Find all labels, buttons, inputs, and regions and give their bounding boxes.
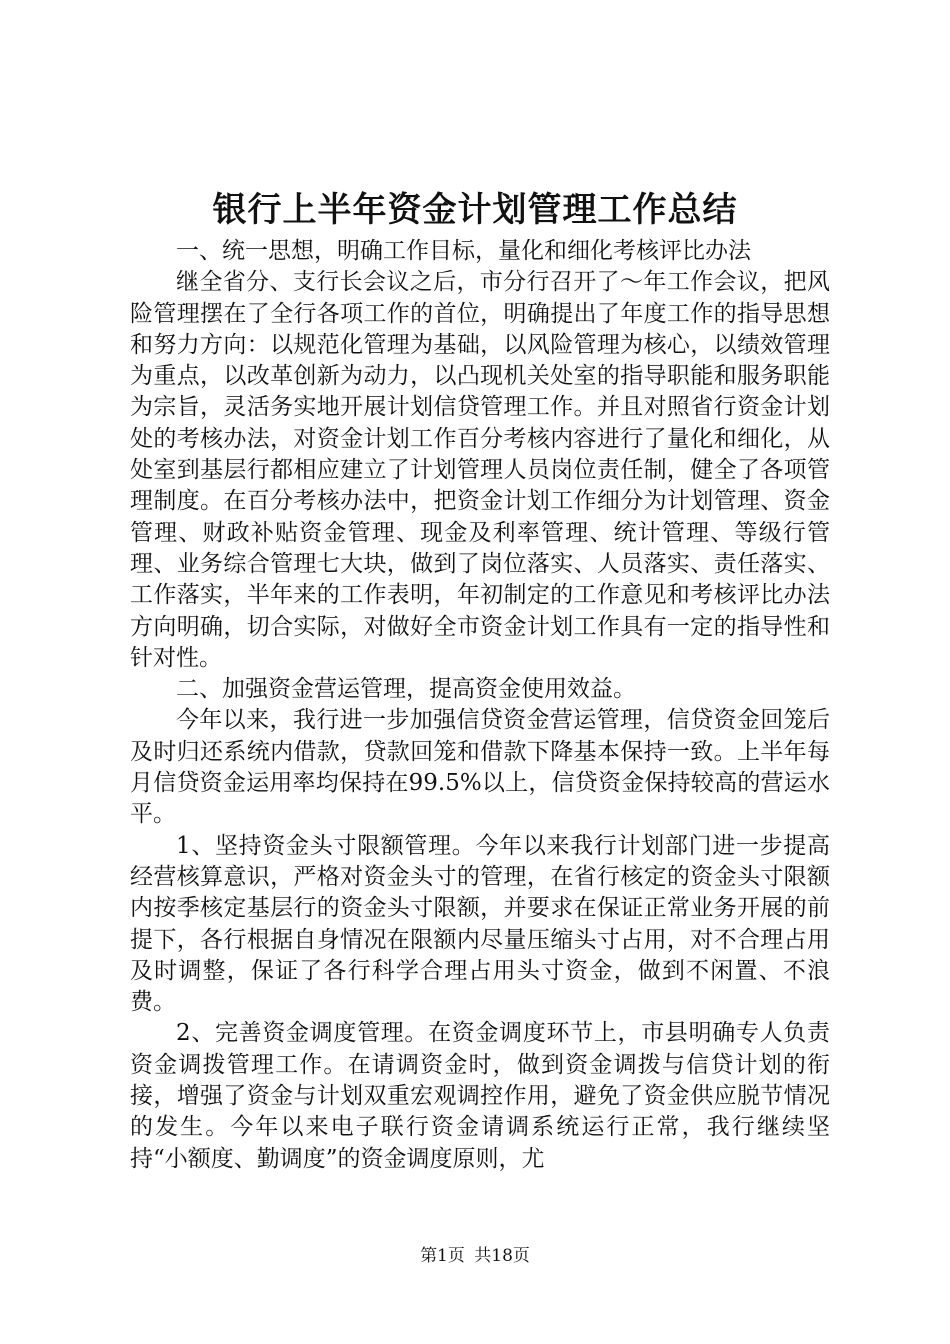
document-title: 银行上半年资金计划管理工作总结 [212, 190, 738, 230]
document-body [130, 236, 830, 1175]
section-heading-1: 一、统一思想，明确工作目标，量化和细化考核评比办法 [176, 238, 751, 264]
body-paragraph: 2、完善资金调度管理。在资金调度环节上，市县明确专人负责资金调拨管理工作。在请调资金时，做到资金调拨与信贷计划的衔接，增强了资金与计划双重宏观调控作用，避免了资金供应脱节情况的发生。今年以来电子联行资金请调系统运行正常，我行继续坚持“小额度、勤调度”的资金调度原则，尤 [130, 1020, 830, 1172]
body-paragraph: 继全省分、支行长会议之后，市分行召开了～年工作会议，把风险管理摆在了全行各项工作的首位，明确提出了年度工作的指导思想和努力方向：以规范化管理为基础，以风险管理为核心，以绩效管理为重点，以改革创新为动力，以凸现机关处室的指导职能和服务职能为宗旨，灵活务实地开展计划信贷管理工作。并且对照省行资金计划处的考核办法，对资金计划工作百分考核内容进行了量化和细化，从处室到基层行都相应建立了计划管理人员岗位责任制，健全了各项管理制度。在百分考核办法中，把资金计划工作细分为计划管理、资金管理、财政补贴资金管理、现金及利率管理、统计管理、等级行管理、业务综合管理七大块，做到了岗位落实、人员落实、责任落实、工作落实，半年来的工作表明，年初制定的工作意见和考核评比办法方向明确，切合实际，对做好全市资金计划工作具有一定的指导性和针对性。 [130, 269, 830, 671]
page-footer [0, 1244, 950, 1268]
page-total: 共18页 [474, 1246, 530, 1266]
page-number: 第1页 [420, 1246, 465, 1266]
body-paragraph: 1、坚持资金头寸限额管理。今年以来我行计划部门进一步提高经营核算意识，严格对资金头寸的管理，在省行核定的资金头寸限额内按季核定基层行的资金头寸限额，并要求在保证正常业务开展的前提下，各行根据自身情况在限额内尽量压缩头寸占用，对不合理占用及时调整，保证了各行科学合理占用头寸资金，做到不闲置、不浪费。 [130, 832, 830, 1016]
body-paragraph: 今年以来，我行进一步加强信贷资金营运管理，信贷资金回笼后及时归还系统内借款，贷款回笼和借款下降基本保持一致。上半年每月信贷资金运用率均保持在99.5%以上，信贷资金保持较高的营运水平。 [130, 707, 830, 828]
section-heading-2: 二、加强资金营运管理，提高资金使用效益。 [176, 676, 636, 703]
